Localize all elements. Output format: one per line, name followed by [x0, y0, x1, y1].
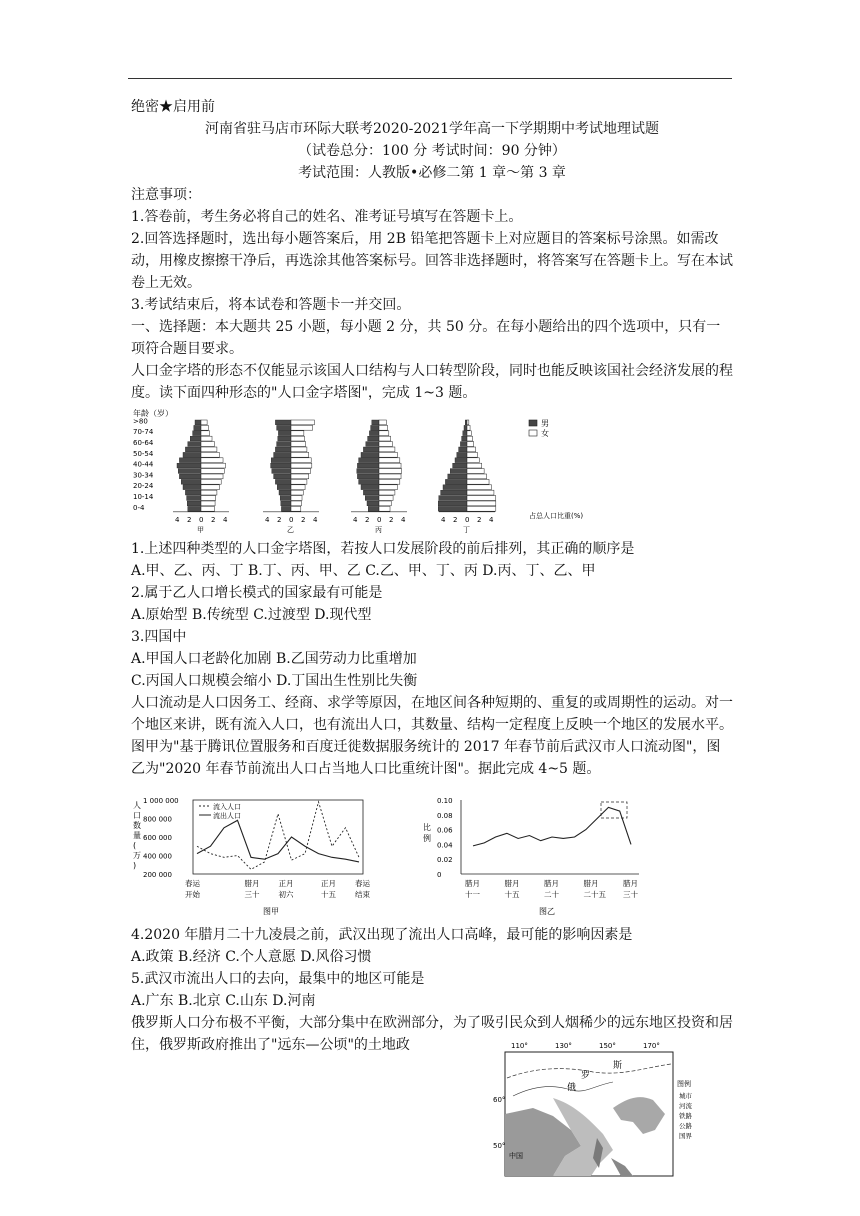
pyramid-bar-female: [467, 490, 494, 495]
pyramid-bar-male: [193, 431, 201, 436]
legend-item: 公路: [679, 1122, 692, 1130]
pyramid-bar-male: [462, 436, 467, 441]
pyramid-bar-male: [195, 420, 201, 425]
y-label-char: 量: [133, 831, 141, 840]
y-tick: 0.02: [437, 856, 453, 865]
pyramid-bar-female: [379, 496, 393, 501]
question-3-options-cd[interactable]: C.丙国人口规模会缩小 D.丁国出生性别比失衡: [131, 673, 418, 689]
pyramid-bar-male: [185, 447, 201, 452]
pyramid-name: 甲: [197, 525, 204, 534]
pyramid-tick: 2: [187, 515, 192, 524]
question-2: 2.属于乙人口增长模式的国家最有可能是: [131, 585, 383, 601]
y-tick: 200 000: [143, 871, 172, 879]
y-tick: 0.10: [437, 797, 453, 805]
pyramid-bar-male: [368, 436, 379, 441]
legend-inflow: 流入人口: [213, 803, 241, 811]
legend-female: 女: [541, 429, 549, 438]
pyramid-tick: 4: [175, 515, 180, 524]
map-longitude: 150°: [599, 1042, 616, 1050]
pyramid-bar-male: [277, 442, 291, 447]
pyramid-bar-female: [291, 490, 303, 495]
pyramid-bar-male: [438, 506, 467, 511]
pyramid-bar-male: [179, 474, 201, 479]
pyramid-tick: 2: [389, 515, 394, 524]
chart-yi: [423, 797, 639, 916]
pyramid-bar-female: [379, 463, 401, 468]
x-tick: 二十五: [583, 890, 606, 899]
pyramid-bar-female: [291, 501, 301, 506]
age-labels: [133, 417, 154, 511]
x-tick: 正月: [278, 879, 294, 888]
pyramid-bar-female: [379, 474, 401, 479]
pyramid-bar-female: [291, 442, 306, 447]
x-tick: 十五: [321, 890, 336, 899]
pyramid-bar-male: [277, 425, 291, 430]
age-label: 10-14: [133, 493, 154, 501]
pyramid-tick: 2: [365, 515, 370, 524]
pyramid-tick: 0: [289, 515, 294, 524]
map-label-si: 斯: [613, 1061, 623, 1071]
pyramid-bar-female: [467, 474, 487, 479]
map-latitude: 50°: [493, 1142, 506, 1150]
x-tick: 三十: [623, 890, 638, 899]
pyramid-bar-male: [274, 474, 291, 479]
y-tick: 0.04: [437, 841, 453, 850]
question-5: 5.武汉市流出人口的去向，最集中的地区可能是: [131, 971, 425, 987]
pyramid-bar-female: [467, 425, 470, 430]
pyramid-bar-female: [201, 469, 224, 474]
age-label: 50-54: [133, 449, 154, 458]
pyramid-bar-male: [369, 431, 379, 436]
pyramid-bar-female: [201, 425, 208, 430]
legend-title: 图例: [677, 1080, 691, 1088]
population-pyramids-figure: [131, 406, 691, 538]
pyramid-bar-female: [467, 447, 476, 452]
pyramid-bar-male: [279, 490, 291, 495]
pyramid-bar-female: [201, 501, 215, 506]
pyramid-bar-male: [271, 458, 291, 463]
y-label-char: 人: [133, 801, 141, 810]
pyramid-bar-female: [467, 479, 489, 484]
pyramid-bar-female: [379, 485, 397, 490]
pyramid-bar-female: [467, 431, 471, 436]
pyramid-tick: 2: [453, 515, 458, 524]
question-4-options[interactable]: A.政策 B.经济 C.个人意愿 D.风俗习惯: [131, 949, 372, 965]
y-label-char: ): [133, 861, 137, 870]
pyramid-bar-female: [467, 501, 496, 506]
map-longitude: 130°: [555, 1042, 572, 1050]
pyramid-bar-male: [181, 479, 201, 484]
chart-title: 图乙: [539, 907, 555, 916]
pyramid-bar-female: [379, 458, 400, 463]
legend-outflow: 流出人口: [213, 812, 241, 820]
pyramid-bar-female: [201, 474, 223, 479]
legend-item: 城市: [679, 1092, 692, 1100]
pyramid-bar-male: [271, 463, 291, 468]
pyramid-bar-male: [372, 420, 379, 425]
x-tick: 腊月: [244, 879, 260, 888]
map-legend: [677, 1079, 693, 1140]
pyramid-tick: 4: [265, 515, 270, 524]
pyramid-tick: 0: [199, 515, 204, 524]
pyramid-name: 丁: [463, 525, 470, 534]
pyramid-name: 乙: [287, 525, 294, 534]
pyramid-bar-female: [379, 479, 400, 484]
pyramid-tick: 2: [277, 515, 282, 524]
pyramid-tick: 0: [465, 515, 470, 524]
exam-info: （试卷总分：100 分 考试时间：90 分钟）: [298, 143, 566, 159]
pyramid-tick: 4: [313, 515, 318, 524]
legend-item: 国界: [679, 1132, 692, 1140]
pyramid-bar-male: [281, 501, 291, 506]
chart-jia: [133, 797, 370, 916]
pyramid-bar-female: [291, 485, 305, 490]
map-latitude: 60°: [493, 1096, 506, 1104]
y-tick: 0: [437, 871, 442, 879]
pyramid-bar-female: [467, 485, 491, 490]
x-tick: 腊月: [544, 879, 559, 888]
pyramid-bar-female: [467, 458, 479, 463]
pyramid-bar-male: [464, 425, 467, 430]
pyramid-bar-male: [272, 469, 291, 474]
note-2: 2.回答选择题时，选出每小题答案后，用 2B 铅笔把答题卡上对应题目的答案标号涂黑。如需改动，用橡皮擦擦干净后，再选涂其他答案标号。回答非选择题时，将答案写在答题卡上。写在本试卷上无效。: [131, 231, 733, 291]
series-ratio-line: [473, 807, 631, 845]
exam-page: [131, 96, 733, 1160]
pyramid-bar-male: [363, 490, 379, 495]
y-tick: 400 000: [143, 852, 172, 861]
pyramid-xlabel: 占总人口比重(%): [529, 512, 584, 520]
pyramid-bar-female: [467, 463, 482, 468]
pyramid-bar-female: [467, 420, 469, 425]
pyramid-bar-male: [275, 479, 291, 484]
pyramid-bar-male: [363, 447, 379, 452]
age-label: >80: [133, 417, 148, 426]
age-label: 60-64: [133, 439, 154, 447]
map-label-china: 中国: [509, 1152, 523, 1160]
y-label-char: 数: [133, 821, 141, 830]
question-3-options-ab[interactable]: A.甲国人口老龄化加剧 B.乙国劳动力比重增加: [131, 651, 417, 667]
y-tick: 600 000: [143, 834, 172, 842]
pyramid-bar-female: [291, 420, 314, 425]
pyramid-bar-male: [277, 485, 291, 490]
x-tick: 春运: [185, 879, 200, 888]
question-1-options[interactable]: A.甲、乙、丙、丁 B.丁、丙、甲、乙 C.乙、甲、丁、丙 D.丙、丁、乙、甲: [131, 563, 596, 579]
x-tick: 二十: [544, 890, 559, 899]
pyramid-bar-female: [201, 496, 216, 501]
pyramid-bar-female: [291, 496, 302, 501]
pyramid-bars: [173, 420, 496, 512]
pyramid-bar-female: [201, 431, 210, 436]
legend-item: 河流: [679, 1102, 692, 1110]
x-tick: 开始: [185, 890, 200, 899]
pyramid-bar-female: [379, 420, 386, 425]
pyramid-bar-male: [281, 506, 291, 511]
x-tick: 腊月: [623, 879, 638, 888]
highlight-box: [601, 802, 627, 818]
pyramid-bar-male: [185, 490, 201, 495]
pyramid-bar-male: [183, 452, 201, 457]
pyramid-bar-male: [359, 479, 379, 484]
pyramid-bar-male: [194, 425, 201, 430]
pyramid-bar-female: [467, 506, 496, 511]
pyramid-bar-male: [450, 469, 467, 474]
pyramid-bar-female: [467, 436, 473, 441]
map-longitude: 110°: [511, 1042, 528, 1050]
question-1: 1.上述四种类型的人口金字塔图，若按人口发展阶段的前后排列，其正确的顺序是: [131, 541, 635, 557]
map-longitude: 170°: [643, 1042, 660, 1050]
pyramid-bar-male: [177, 463, 201, 468]
pyramid-bar-male: [438, 501, 467, 506]
pyramid-bar-male: [371, 425, 379, 430]
pyramid-bar-male: [357, 463, 379, 468]
question-4: 4.2020 年腊月二十九凌晨之前，武汉出现了流出人口高峰，最可能的影响因素是: [131, 927, 633, 943]
pyramid-bar-female: [379, 506, 390, 511]
pyramid-bar-female: [291, 469, 311, 474]
pyramid-bar-female: [291, 431, 304, 436]
x-tick: 正月: [321, 879, 336, 888]
pyramid-bar-female: [291, 436, 304, 441]
pyramid-bar-male: [460, 442, 467, 447]
y-label-char: 万: [133, 851, 141, 860]
pyramid-bar-female: [467, 469, 484, 474]
pyramid-bar-female: [201, 458, 223, 463]
pyramid-bar-female: [379, 452, 397, 457]
pyramid-bar-female: [201, 452, 219, 457]
pyramid-bar-female: [291, 474, 309, 479]
y-label-char: 例: [423, 834, 431, 843]
pyramid-bar-male: [459, 447, 467, 452]
pyramid-bar-female: [201, 463, 225, 468]
x-tick: 十一: [465, 890, 480, 899]
age-label: 40-44: [133, 460, 154, 469]
pyramid-bar-female: [201, 485, 219, 490]
top-rule: [128, 78, 732, 79]
pyramid-bar-male: [367, 501, 379, 506]
pyramid-bar-male: [275, 420, 291, 425]
pyramid-bar-male: [278, 431, 291, 436]
pyramid-bar-male: [361, 485, 379, 490]
age-label: 0-4: [133, 503, 145, 512]
pyramid-bar-female: [291, 458, 311, 463]
pyramid-tick: 4: [401, 515, 406, 524]
pyramid-bar-male: [274, 452, 291, 457]
pyramid-tick: 2: [301, 515, 306, 524]
y-label-char: 口: [133, 811, 141, 820]
secret-label: 绝密★启用前: [131, 99, 215, 115]
pyramid-bar-male: [368, 506, 379, 511]
pyramid-bar-female: [201, 490, 217, 495]
pyramid-bar-female: [467, 442, 474, 447]
pyramid-bar-male: [455, 458, 467, 463]
pyramid-bar-female: [201, 447, 217, 452]
pyramid-bar-male: [278, 436, 291, 441]
notes-heading: 注意事项：: [131, 187, 201, 203]
pyramid-bar-female: [467, 452, 477, 457]
pyramid-tick: 2: [477, 515, 482, 524]
pyramid-bar-male: [187, 501, 201, 506]
pyramid-bar-male: [179, 458, 201, 463]
pyramid-bar-male: [457, 452, 467, 457]
pyramid-tick: 4: [223, 515, 228, 524]
question-3: 3.四国中: [131, 629, 187, 645]
pyramid-bar-male: [359, 458, 379, 463]
pyramid-ticks: [175, 516, 494, 534]
pyramid-intro: 人口金字塔的形态不仅能显示该国人口结构与人口转型阶段，同时也能反映该国社会经济发展的程度。读下面四种形态的"人口金字塔图"，完成 1~3 题。: [131, 363, 733, 401]
pyramid-bar-male: [453, 463, 467, 468]
pyramid-bar-female: [291, 425, 313, 430]
note-3: 3.考试结束后，将本试卷和答题卡一并交回。: [131, 297, 411, 313]
pyramid-tick: 4: [441, 515, 446, 524]
pyramid-bar-male: [178, 469, 201, 474]
x-tick: 腊月: [504, 879, 520, 888]
pyramid-bar-female: [201, 479, 221, 484]
x-tick: 十五: [504, 890, 520, 899]
pyramid-bar-female: [201, 506, 214, 511]
legend-item: 铁路: [679, 1112, 692, 1120]
x-tick: 三十: [244, 890, 260, 899]
pyramid-bar-male: [439, 496, 467, 501]
pyramid-bar-male: [465, 420, 467, 425]
migration-charts: [131, 790, 691, 920]
pyramid-bar-female: [201, 420, 207, 425]
exam-scope: 考试范围：人教版•必修二第 1 章～第 3 章: [298, 165, 566, 181]
pyramid-bar-female: [379, 431, 389, 436]
pyramid-bar-male: [361, 452, 379, 457]
pyramid-bar-male: [357, 469, 379, 474]
legend-male: 男: [541, 419, 549, 428]
pyramid-bar-female: [379, 501, 391, 506]
pyramid-bar-male: [443, 485, 467, 490]
pyramid-bar-male: [275, 447, 291, 452]
passage-3: 俄罗斯人口分布极不平衡，大部分集中在欧洲部分，为了吸引民众到人烟稀少的远东地区投资和居住，俄罗斯政府推出了"远东—公顷"的土地政: [131, 1015, 733, 1053]
pyramid-bar-male: [448, 474, 467, 479]
map-label-luo: 罗: [581, 1071, 591, 1081]
pyramid-bar-female: [291, 452, 309, 457]
x-tick: 腊月: [583, 879, 599, 888]
section-heading: 一、选择题：本大题共 25 小题，每小题 2 分，共 50 分。在每小题给出的四个选项中，只有一项符合题目要求。: [131, 319, 721, 357]
pyramid-bar-male: [183, 485, 201, 490]
pyramid-bar-female: [467, 496, 496, 501]
y-tick: 0.08: [437, 811, 453, 820]
map-label-e: 俄: [567, 1083, 577, 1093]
pyramid-bar-female: [291, 463, 312, 468]
passage-2: 人口流动是人口因务工、经商、求学等原因，在地区间各种短期的、重复的或周期性的运动。对一个地区来讲，既有流入人口，也有流出人口，其数量、结构一定程度上反映一个地区的发展水平。图甲为"基于腾讯位置服务和百度迁徙数据服务统计的 2017 年春节前后武汉市人口流动图"，图乙为"2020 年春节前流出人口占当地人口比重统计图"。据此完成 4~5 题。: [131, 695, 733, 777]
pyramid-bar-female: [201, 436, 212, 441]
x-tick: 初六: [278, 890, 294, 899]
pyramid-bar-male: [188, 442, 201, 447]
pyramid-bar-male: [280, 496, 291, 501]
chart-title: 图甲: [263, 907, 279, 916]
pyramid-bar-female: [291, 479, 307, 484]
x-tick: 腊月: [465, 879, 480, 888]
pyramid-bar-female: [379, 469, 402, 474]
age-label: 20-24: [133, 482, 154, 491]
note-1: 1.答卷前，考生务必将自己的姓名、准考证号填写在答题卡上。: [131, 209, 523, 225]
pyramid-bar-male: [366, 442, 379, 447]
pyramid-bar-male: [357, 474, 379, 479]
question-5-options[interactable]: A.广东 B.北京 C.山东 D.河南: [131, 993, 316, 1009]
pyramid-name: 丙: [375, 525, 382, 534]
pyramid-bar-female: [379, 425, 388, 430]
exam-title: 河南省驻马店市环际大联考2020-2021学年高一下学期期中考试地理试题: [205, 121, 659, 137]
pyramid-bar-female: [291, 447, 307, 452]
pyramid-bar-female: [379, 490, 395, 495]
pyramid-tick: 4: [353, 515, 358, 524]
pyramid-tick: 2: [211, 515, 216, 524]
pyramid-bar-male: [463, 431, 467, 436]
pyramid-bar-male: [190, 436, 201, 441]
pyramid-bar-female: [291, 506, 301, 511]
pyramid-legend: [529, 419, 549, 438]
pyramid-tick: 0: [377, 515, 382, 524]
age-label: 30-34: [133, 471, 154, 480]
x-tick: 结束: [355, 890, 370, 899]
pyramid-bar-male: [365, 496, 379, 501]
question-2-options[interactable]: A.原始型 B.传统型 C.过渡型 D.现代型: [131, 607, 372, 623]
y-tick: 800 000: [143, 815, 172, 824]
series-outflow-line: [197, 820, 359, 862]
pyramid-bar-female: [379, 436, 391, 441]
x-tick: 春运: [355, 879, 370, 888]
y-label-char: (: [133, 841, 137, 850]
age-axis-title: 年龄（岁）: [133, 409, 173, 418]
pyramid-bar-male: [188, 506, 201, 511]
pyramid-bar-female: [379, 447, 395, 452]
pyramid-bar-female: [379, 442, 392, 447]
age-label: 70-74: [133, 428, 154, 437]
russia-far-east-map: [493, 1038, 698, 1178]
legend-female-swatch: [529, 430, 537, 436]
y-tick: 1 000 000: [143, 797, 179, 805]
y-label-char: 比: [423, 823, 431, 832]
pyramid-tick: 4: [489, 515, 494, 524]
pyramid-bar-male: [441, 490, 467, 495]
y-tick: 0.06: [437, 826, 453, 835]
pyramid-bar-male: [187, 496, 201, 501]
pyramid-bar-female: [201, 442, 214, 447]
legend-male-swatch: [529, 420, 537, 426]
pyramid-bar-male: [445, 479, 467, 484]
